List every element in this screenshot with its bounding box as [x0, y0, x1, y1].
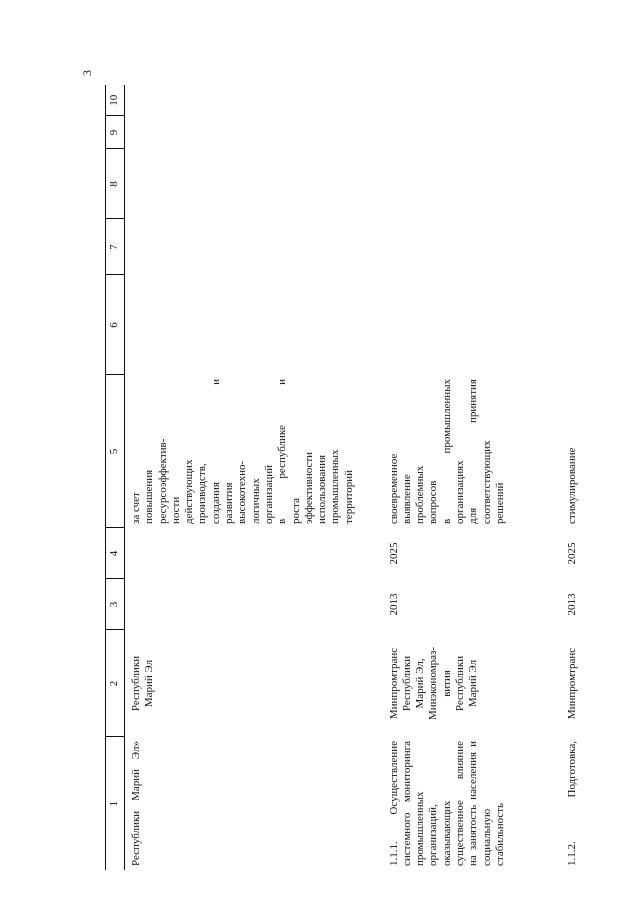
cell-text-line: территорий — [342, 469, 355, 524]
column-header: 10 — [106, 85, 125, 116]
table-cell-col-1 — [383, 737, 561, 870]
cell-text-line: оказывающих — [440, 800, 453, 866]
column-header: 4 — [106, 528, 125, 579]
cell-text-line: эффективности — [302, 451, 315, 524]
table-cell-col-3 — [125, 579, 383, 630]
column-header: 9 — [106, 116, 125, 149]
page-number: 3 — [80, 70, 94, 76]
table-cell-col-9 — [125, 116, 383, 149]
table-cell-col-6 — [561, 275, 621, 375]
cell-text-line: Минпромтранс — [387, 647, 400, 720]
table-cell-col-10 — [383, 85, 561, 116]
cell-text-line: выявление — [400, 474, 413, 524]
column-header: 2 — [106, 630, 125, 737]
table-cell-col-5 — [125, 375, 383, 528]
cell-text-line: системного мониторинга — [400, 741, 413, 866]
table-cell-col-8 — [125, 149, 383, 219]
table-cell-col-1 — [561, 737, 621, 870]
table-cell-col-5 — [561, 375, 621, 528]
cell-text-line: решений — [493, 482, 506, 524]
cell-text-line: на занятость населения и — [467, 741, 480, 866]
table-cell-col-7 — [561, 219, 621, 275]
table-cell-col-3 — [561, 579, 621, 630]
table-cell-col-2 — [125, 630, 383, 737]
cell-text-line: Марий Эл — [143, 659, 156, 708]
cell-text-line: логичных — [249, 478, 262, 524]
table-cell-col-7 — [125, 219, 383, 275]
cell-text-line: стабильность — [493, 802, 506, 866]
cell-text-line: Марий Эл — [467, 659, 480, 708]
cell-text-line: в республике и — [276, 379, 289, 524]
column-header: 8 — [106, 149, 125, 219]
cell-text-line: развития — [223, 482, 236, 524]
cell-text-line: 1.1.2. Подготовка, — [565, 741, 578, 866]
cell-text-line: высокотехно- — [236, 460, 249, 524]
cell-text-line: вития — [440, 670, 453, 697]
table-row — [125, 85, 383, 870]
table-cell-col-3 — [383, 579, 561, 630]
table-row — [561, 85, 621, 870]
table-cell-col-2 — [561, 630, 621, 737]
cell-text-line: Республики — [453, 655, 466, 712]
cell-text-line: производств, — [196, 463, 209, 524]
table-cell-col-4 — [125, 528, 383, 579]
table-cell-col-5 — [383, 375, 561, 528]
column-number-row — [106, 85, 125, 870]
cell-text-line: организаций, — [427, 804, 440, 866]
column-header: 6 — [106, 275, 125, 375]
cell-text-line: 2025 — [565, 542, 578, 565]
cell-text-line: создания и — [209, 379, 222, 524]
cell-text-line: использования — [316, 454, 329, 524]
table-cell-col-1 — [125, 737, 383, 870]
cell-text-line: проблемных — [414, 465, 427, 524]
table-cell-col-9 — [383, 116, 561, 149]
column-header: 7 — [106, 219, 125, 275]
cell-text-line: своевременное — [387, 453, 400, 524]
cell-text-line: промышленных — [329, 449, 342, 524]
cell-text-line: 1.1.1. Осуществление — [387, 741, 400, 866]
cell-text-line: 2013 — [387, 593, 400, 616]
cell-text-line: повышения — [143, 469, 156, 524]
cell-text-line: Республики Марий Эл» — [130, 741, 142, 866]
cell-text-line: стимулирование — [565, 447, 578, 524]
rotated-table-wrapper — [105, 85, 615, 870]
table-cell-col-8 — [561, 149, 621, 219]
cell-text-line: в промышленных — [440, 379, 453, 524]
cell-text-line: Минэкономраз- — [427, 646, 440, 721]
cell-text-line: социальную — [480, 808, 493, 866]
table-row — [383, 85, 561, 870]
cell-text-line: Республики — [400, 655, 413, 712]
cell-text-line: 2025 — [387, 542, 400, 565]
table-cell-col-9 — [561, 116, 621, 149]
table-cell-col-4 — [383, 528, 561, 579]
column-header: 3 — [106, 579, 125, 630]
cell-text-line: для принятия — [467, 379, 480, 524]
table-cell-col-10 — [125, 85, 383, 116]
cell-text-line: Минпромтранс — [565, 647, 578, 720]
cell-text-line: Республики — [130, 655, 142, 712]
table-cell-col-10 — [561, 85, 621, 116]
cell-text-line: организациях — [453, 460, 466, 524]
table-cell-col-4 — [561, 528, 621, 579]
cell-text-line: за счет — [130, 492, 142, 524]
cell-text-line: промышленных — [414, 791, 427, 866]
table-cell-col-8 — [383, 149, 561, 219]
cell-text-line: существенное влияние — [453, 741, 466, 866]
measures-table — [105, 85, 621, 870]
cell-text-line: соответствующих — [480, 440, 493, 524]
column-header: 5 — [106, 375, 125, 528]
cell-text-line: ресурсоэффектив- — [156, 438, 169, 524]
table-cell-col-6 — [125, 275, 383, 375]
cell-text-line: действующих — [183, 459, 196, 524]
table-cell-col-6 — [383, 275, 561, 375]
cell-text-line: Марий Эл, — [414, 658, 427, 709]
cell-text-line: ности — [169, 496, 182, 524]
cell-text-line: организаций — [262, 464, 275, 524]
cell-text-line: вопросов — [427, 480, 440, 524]
table-cell-col-2 — [383, 630, 561, 737]
cell-text-line: роста — [289, 498, 302, 524]
cell-text-line: 2013 — [565, 593, 578, 616]
column-header: 1 — [108, 801, 121, 807]
table-cell-col-7 — [383, 219, 561, 275]
